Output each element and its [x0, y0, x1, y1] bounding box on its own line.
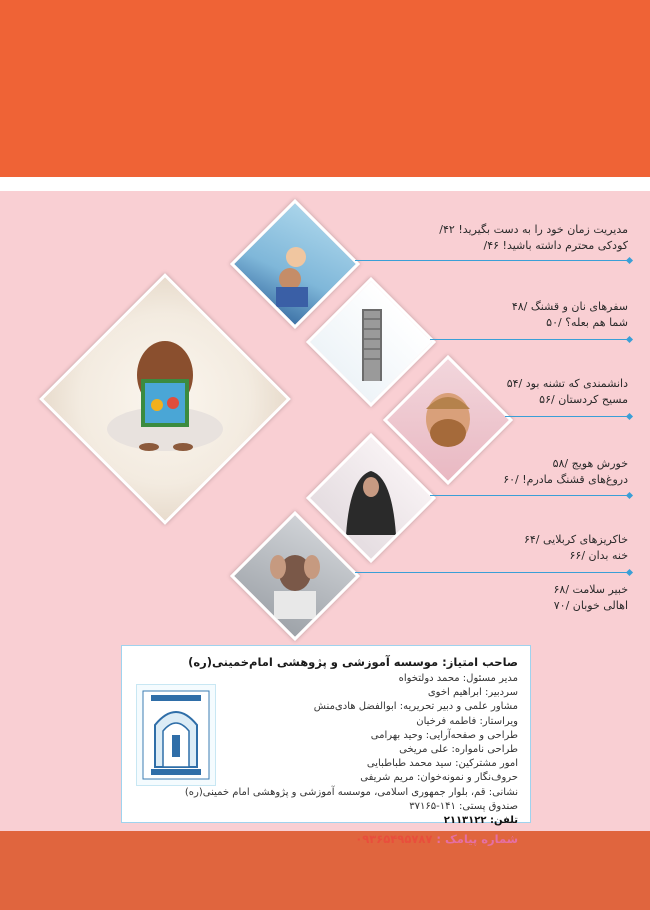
- po-box-line: صندوق پستی: ۱۴۱-۳۷۱۶۵: [409, 800, 518, 812]
- sms-line: [134, 830, 518, 848]
- toc-entry-1: [388, 222, 628, 254]
- toc-entry-2: [388, 299, 628, 331]
- top-color-band: [0, 0, 650, 177]
- toc-entry-2-line-1: سفرهای نان و قشنگ /۴۸: [511, 300, 628, 313]
- toc-entry-3-line-1: دانشمندی که تشنه بود /۵۴: [506, 377, 628, 390]
- toc-entry-5: [388, 532, 628, 564]
- toc-entry-2-line-2: شما هم بعله؟ /۵۰: [546, 316, 628, 329]
- masthead-box: [121, 645, 531, 847]
- credit-line: مشاور علمی و دبیر تحریریه: ابوالفضل هادی‌منش: [313, 701, 518, 713]
- toc-entry-4-line-2: دروغ‌های قشنگ مادرم! /۶۰: [503, 473, 628, 486]
- toc-rule-3: [505, 416, 630, 417]
- credit-line: ویراستار: فاطمه فرخیان: [416, 715, 518, 727]
- toc-entry-1-line-2: کودکی محترم داشته باشید! ۴۶/: [483, 239, 628, 252]
- credit-line: امور مشترکین: سید محمد طباطبایی: [366, 758, 518, 770]
- toc-entry-3: [388, 376, 628, 408]
- institute-logo: [136, 684, 216, 786]
- address-line: نشانی: قم، بلوار جمهوری اسلامی، موسسه آموزشی و پژوهشی امام خمینی(ره): [184, 786, 518, 798]
- toc-rule-1: [355, 260, 630, 261]
- publisher-line: صاحب امتیاز: موسسه آموزشی و پژوهشی امام‌خمینی(ره): [188, 655, 518, 669]
- credit-line: طراحی و صفحه‌آرایی: وحید بهرامی: [370, 729, 518, 741]
- toc-rule-4: [430, 495, 630, 496]
- toc-entry-5-line-1: خاکریزهای کربلایی /۶۴: [523, 533, 628, 546]
- sms-number: ۰۹۳۶۵۴۹۵۷۸۷: [355, 832, 433, 847]
- toc-rule-5: [355, 572, 630, 573]
- credit-line: طراحی نامواره: علی مریخی: [399, 744, 518, 756]
- credit-line: مدیر مسئول: محمد دولتخواه: [398, 673, 518, 684]
- phone-line: تلفن: ۲۱۱۳۱۲۲: [443, 815, 518, 827]
- toc-entry-1-line-1: مدیریت زمان خود را به دست بگیرید! ۴۲/: [439, 223, 628, 236]
- toc-entry-6-line-1: خبیر سلامت /۶۸: [553, 583, 628, 596]
- toc-rule-2: [430, 339, 630, 340]
- sms-label: شماره پیامک :: [436, 832, 518, 847]
- toc-entry-5-line-2: خنه بدان /۶۶: [569, 549, 628, 562]
- toc-entry-6-line-2: اهالی خوبان /۷۰: [553, 599, 628, 612]
- band-divider: [0, 177, 650, 191]
- toc-entry-4-line-1: خورش هویج /۵۸: [552, 457, 628, 470]
- toc-entry-6: [388, 582, 628, 614]
- toc-entry-3-line-2: مسیح کردستان /۵۶: [539, 393, 628, 406]
- toc-entry-4: [388, 456, 628, 488]
- credit-line: سردبیر: ابراهیم اخوی: [427, 687, 518, 699]
- credit-line: حروف‌نگار و نمونه‌خوان: مریم شریفی: [360, 772, 518, 784]
